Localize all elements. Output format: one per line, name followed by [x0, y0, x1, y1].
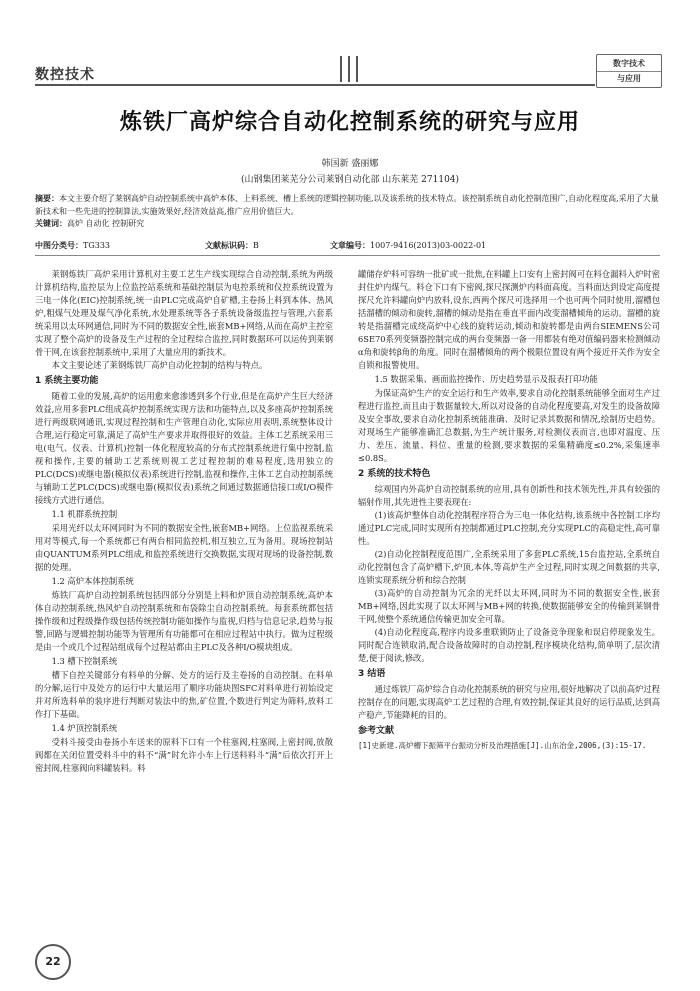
- doc-code-value: B: [253, 241, 259, 250]
- authors: 韩国新 盛丽娜: [321, 159, 379, 169]
- paragraph: 莱钢炼铁厂高炉采用计算机对主要工艺生产线实现综合自动控制,系统为两级计算机结构,监控层为上位监控站系统和基础控制层为电控系统和仪控系统设置为三电一体化(EIC)控制系统,统一由PLC完成高炉自矿槽,主卷扬上料到本体、热风炉,粗煤气处理及煤气净化系统,水处理系统等各子系统设备级监控与管理,六套系统采用以太环网通信,同时为不同的数据安全性,嵌套MB+网络,从而在高炉主控室实现了整个高炉的设备及生产过程的全过程综合监控,同时数据环可以运传到莱钢骨干网,在该套控制系统中,采用了大量应用的新技术。: [35, 269, 333, 357]
- paragraph: 槽下自控关键部分有料单的分解、处方的运行及主卷扬的自动控制。在料单的分解,运行中及处方的运行中大量运用了顺序功能块图SFC对料单进行初始设定并对所选料单的装序进行判断对装法中的焦,矿位置,个数进行判定为筛料,放料工作打下基础。: [35, 670, 333, 719]
- paragraph: (3)高炉的自动控制为冗余的光纤以太环网,同时为不同的数据安全性,嵌套MB+网络,因此实现了以太环网与MB+网的转换,使数据能够安全的传输到莱钢骨干网,使整个系统通信传输更加安全可靠。: [358, 588, 660, 624]
- clc-number: [35, 240, 110, 251]
- logo-line2: 与应用: [597, 71, 661, 86]
- paragraph: 为保证高炉生产的安全运行和生产效率,要求自动化控制系统能够全面对生产过程进行监控,而且由于数据量较大,所以对设备的自动化程度要高,对发生的设备故障及安全事故,要求自动化控制系统能准确、及时记录其数据和情况,绘制历史趋势。对现场生产能够准确汇总数据,为生产统计服务,对检测仪表而言,也即对温度、压力、差压、流量、料位、重量的检测,要求数据的采集精确度≤0.2%,采集速率≤0.8S。: [358, 388, 660, 463]
- keywords-text: 高炉 自动化 控制研究: [67, 219, 145, 228]
- subsection-heading: 1.5 数据采集、画面监控操作、历史趋势显示及报表打印功能: [374, 374, 598, 384]
- paragraph: (1)该高炉整体自动化控制程序符合为三电一体化结构,该系统中各控制工序均通过PLC完成,同时实现所有控制都通过PLC控制,充分实现PLC的高稳定性,高可靠性。: [358, 510, 660, 546]
- section-heading: 1 系统主要功能: [35, 376, 99, 386]
- section-label: 数控技术: [35, 67, 95, 83]
- article-title: 炼铁厂高炉综合自动化控制系统的研究与应用: [119, 110, 580, 135]
- article-number: [330, 240, 486, 251]
- abstract-text: 本文主要介绍了莱钢高炉自动控制系统中高炉本体、上料系统、槽上系统的逻辑控制功能,以及该系统的技术特点。该控制系统自动化控制范围广,自动化程度高,采用了大量新技术和一些先进的控制算法,实施效果好,经济效益高,推广应用价值巨大。: [35, 194, 659, 216]
- keywords-label: 关键词：: [35, 219, 67, 228]
- section-heading: 2 系统的技术特色: [358, 469, 431, 479]
- left-column: [35, 268, 333, 775]
- page-number: 22: [35, 944, 71, 980]
- clc-value: TG333: [83, 241, 110, 250]
- reference-item: [1]史新建.高炉槽下振筛平台振动分析及治理措施[J].山东冶金,2006,(3):15-17.: [358, 741, 647, 750]
- paragraph: 炼铁厂高炉自动控制系统包括四部分分别是上料和炉顶自动控制系统,高炉本体自动控制系统,热风炉自动控制系统和布袋除尘自动控制系统。每套系统都包括操作级和过程级操作级包括传统控制功能如操作与监视,归档与信息记录,趋势与报警,回路与逻辑控制功能等为管理所有功能都可在相应过程站中执行。做为过程级是由一个或几个过程站组成每个过程站都由主PLC及各种I/O模块组成。: [35, 590, 333, 652]
- paragraph: 采用光纤以太环网同时为不同的数据安全性,嵌套MB+网络。上位监视系统采用对等模式,每一个系统都已有两台相同监控机,相互独立,互为备用。现场控制站由QUANTUM系列PLC组成,和监控系统进行交换数据,实现对现场的设备控制,数据的处理。: [35, 523, 333, 572]
- doc-code: [205, 240, 259, 251]
- keywords: [35, 218, 660, 231]
- page-header: [0, 0, 700, 95]
- article-no-label: 文章编号：: [330, 241, 370, 250]
- logo-line1: 数字技术: [613, 59, 645, 68]
- paragraph: 本文主要论述了莱钢炼铁厂高炉自动化控制的结构与特点。: [51, 360, 268, 370]
- abstract-block: [35, 193, 660, 231]
- paragraph: (2)自动化控制程度范围广,全系统采用了多套PLC系统,15台监控站,全系统自动化控制包含了高炉槽下,炉顶,本体,等高炉生产全过程,同时实现之间数据的共享,连锁实现系统分析和综合控制: [358, 549, 660, 585]
- doc-code-label: 文献标识码：: [205, 241, 253, 250]
- article-no-value: 1007-9416(2013)03-0022-01: [370, 241, 487, 250]
- affiliation: (山钢集团莱芜分公司莱钢自动化部 山东莱芜 271104): [240, 175, 460, 185]
- clc-label: 中图分类号：: [35, 241, 83, 250]
- paragraph: 随着工业的发展,高炉的运用愈来愈渗透到多个行业,但是在高炉产生巨大经济效益,应用多套PLC组成高炉控制系统实现方法和功能特点,以及多座高炉控制系统进行两级联网通讯,实现过程控制和生产管理自动化,实际应用表明,系统整体设计合理,运行稳定可靠,满足了高炉生产要求并取得很好的效益。主体工艺系统采用三电(电气、仪表、计算机)控制一体化程度较高的分布式控制系统进行集中控制,监视和操作,主要的辅助工艺系统则视工艺过程控制的难易程度,选用独立的PLC(DCS)或继电器(模拟仪表)系统进行控制,监视和操作,主体工艺自动控制系统与辅助工艺PLC(DCS)或继电器(模拟仪表)系统之间通过数据通信接口或I/O模件接线方式进行通信。: [35, 391, 333, 505]
- header-decoration: [336, 56, 366, 82]
- references-heading: 参考文献: [358, 726, 395, 736]
- abstract-divider: [35, 255, 660, 256]
- paragraph: 受料斗接受由卷扬小车送来的原料下口有一个柱塞阀,柱塞阀,上密封阀,放散阀都在关闭位置受料斗中的料不“满”时允许小车上行送料料斗“满”后依次打开上密封阀,柱塞阀向料罐装料。料: [35, 737, 333, 773]
- right-column: [358, 268, 660, 752]
- subsection-heading: 1.1 机群系统控制: [51, 509, 118, 519]
- abstract: [35, 193, 660, 218]
- journal-logo: [596, 54, 662, 88]
- paragraph: 罐储存炉料可容纳一批矿或一批焦,在料罐上口安有上密封阀可在料仓漏料入炉时密封住炉内煤气。料仓下口有下密阀,探尺探测炉内料面高度。当料面达到设定高度提探尺允许料罐向炉内放料,设东,西两个探尺可选择用一个也可两个同时使用,溜槽包括溜槽的倾动和旋转,溜槽的倾动是指在垂直平面内改变溜槽倾角的运动。溜槽的旋转是指溜槽完成绕高炉中心线的旋转运动,倾动和旋转都是由两台SIEMENS公司6SE70系列变频器控制完成的两台变频器一备一用都装有绝对值编码器来检测倾动α角和旋转β角的角度。同时在溜槽倾角的两个极限位置设有两个接近开关作为安全自锁和报警使用。: [358, 269, 660, 370]
- abstract-label: 摘要：: [35, 194, 59, 203]
- paragraph: (4)自动化程度高,程序内设多重联锁防止了设备竞争现象和误启停现象发生。同时配合连锁取消,配合设备故障时的自动控制,程序模块化结构,简单明了,层次清楚,便于阅读,修改。: [358, 627, 660, 663]
- section-heading: 3 结语: [358, 669, 386, 679]
- header-rule: [35, 84, 595, 86]
- paragraph: 综观国内外高炉自动控制系统的应用,具有创新性和技术领先性,并具有较强的辐射作用,其先进性主要表现在:: [358, 484, 660, 507]
- subsection-heading: 1.2 高炉本体控制系统: [51, 576, 134, 586]
- subsection-heading: 1.4 炉顶控制系统: [51, 723, 118, 733]
- paragraph: 通过炼铁厂高炉综合自动化控制系统的研究与应用,很好地解决了以前高炉过程控制存在的问题,实现高炉工艺过程的合理,有效控制,保证其良好的运行品质,达到高产稳产,节能降耗的目的。: [358, 684, 660, 720]
- subsection-heading: 1.3 槽下控制系统: [51, 656, 118, 666]
